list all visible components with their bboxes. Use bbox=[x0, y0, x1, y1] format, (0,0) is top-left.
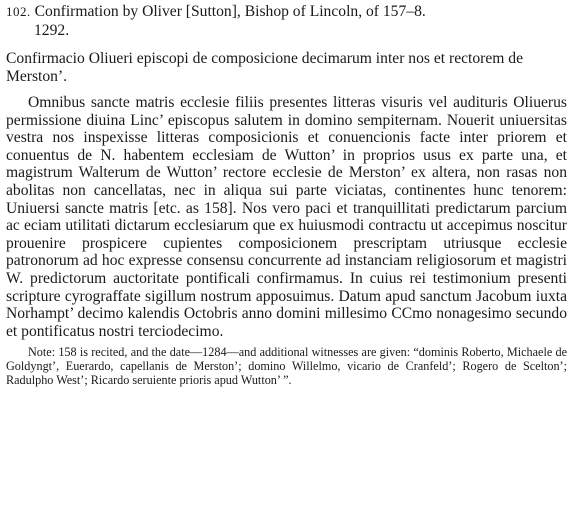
editorial-note: Note: 158 is recited, and the date—1284—and additional witnesses are given: “dominis Roberto, Michaele de Goldyngt’, Euerardo, capellanis de Merston’; domino Willelmo, vicario de Cranfeld’; Rogero de Scelton’; Radulpho West’; Ricardo seruiente prioris apud Wutton’ ”. bbox=[6, 345, 567, 387]
entry-title: Confirmation by Oliver [Sutton], Bishop of Lincoln, of 157–8. bbox=[34, 3, 426, 20]
charter-text: Omnibus sancte matris ecclesie filiis presentes litteras visuris vel audituris Oliuerus permissione diuina Linc’ episcopus salutem in domino sempiternam. Nouerit uniuersitas vestra nos inspexisse litteras composicionis et conuencionis facte inter priorem et conuentus de N. habentem ecclesiam de Wutton’ in proprios usus ex parte una, et magistrum Walterum de Wutton’ rectore ecclesie de Merston’ ex altera, non rasas non abolitas non cancellatas, nec in aliqua sui parte viciatas, continentes hunc tenorem: Uniuersi sancte matris [etc. as 158]. Nos vero paci et tranquillitati predictarum parcium ac eciam utilitati dictarum ecclesiarum que ex huiusmodi contractu ut accepimus noscitur prouenire prospicere cupientes composicionem prescriptam utriusque ecclesie patronorum ad hoc expresse consensu concurrente ad instanciam religiosorum et magistri W. predictorum auctoritate pontificali confirmamus. In cuius rei testimonium presenti scripture cyrograffate sigillum nostrum apposuimus. Datum apud sanctum Jacobum iuxta Norhampt’ decimo kalendis Octobris anno domini millesimo CCmo nonagesimo secundo et pontificatus nostri terciodecimo. bbox=[6, 94, 567, 340]
entry-heading bbox=[6, 2, 567, 40]
entry-number: 102. bbox=[6, 4, 31, 19]
entry-year: 1292. bbox=[34, 22, 70, 39]
latin-rubric: Confirmacio Oliueri episcopi de composicione decimarum inter nos et rectorem de Merston’. bbox=[6, 50, 524, 85]
